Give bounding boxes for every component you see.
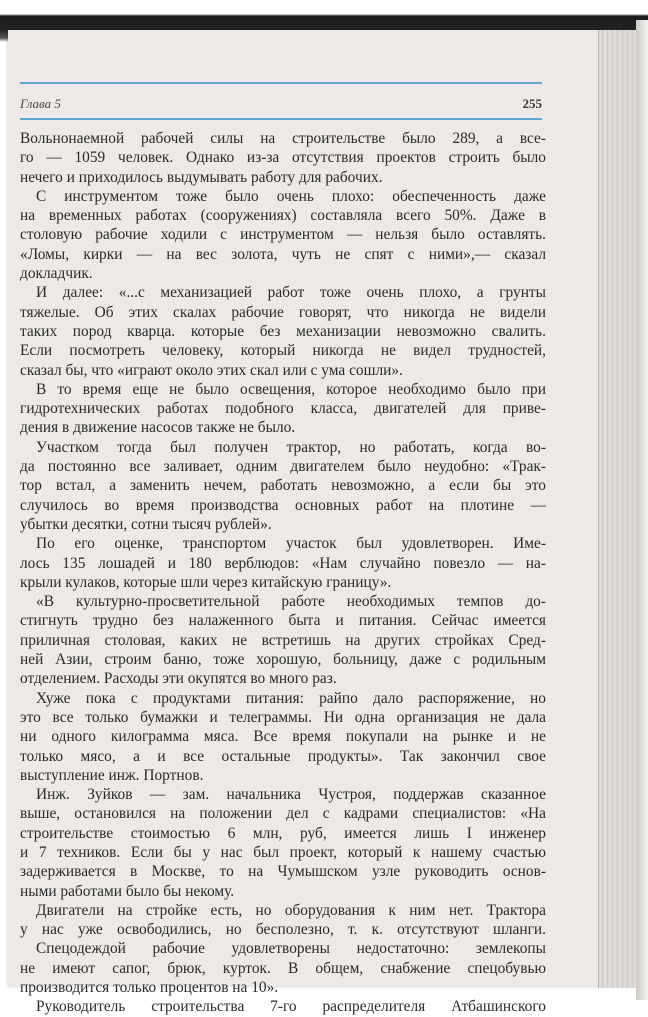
page-number: 255 [522,96,542,111]
text-line: ней Азии, строим баню, тоже хорошую, больницу, даже с родильным [20,651,546,669]
text-line: у нас уже освободились, но бесполезно, т. к. отсутствуют шланги. [20,921,546,939]
text-line: отделением. Расходы эти окупятся во много раз. [20,670,337,688]
text-line: нечего и приходилось выдумывать работу для рабочих. [20,168,383,186]
text-line: Участком тогда был получен трактор, но работать, когда во- [36,438,546,456]
text-line: дения в движение насосов также не было. [20,419,296,437]
text-line: да постоянно все заливает, одним двигателем было неудобно: «Трак- [20,458,546,476]
text-line: тяжелые. Об этих скалах рабочие говорят, что никогда не видели [20,303,546,321]
text-line: выше, остановился на положении дел с кадрами специалистов: «На [20,805,546,823]
text-line: лось 135 лошадей и 180 верблюдов: «Нам случайно повезло — на- [20,554,546,572]
text-line: Инж. Зуйков — зам. начальника Чустроя, поддержав сказанное [36,786,546,804]
text-line: В то время еще не было освещения, которое необходимо было при [36,380,546,398]
text-line: С инструментом тоже было очень плохо: обеспеченность даже [36,187,546,205]
text-line: задерживается в Москве, то на Чумышском узле руководить основ- [20,863,546,881]
chapter-label: Глава 5 [20,96,61,111]
text-line: «В культурно-просветительной работе необходимых темпов до- [36,593,546,611]
text-line: это все только бумажки и телеграммы. Ни одна организация не дала [20,708,546,726]
text-line: стигнуть трудно без налаженного быта и питания. Сейчас имеется [20,612,546,630]
text-line: приличная столовая, каких не встретишь на других стройках Сред- [20,631,546,649]
text-line: Руководитель строительства 7-го распределителя Атбашинского [36,998,546,1016]
text-line: Если посмотреть человеку, который никогда не видел трудностей, [20,342,546,360]
text-line: убытки десятки, сотни тысяч рублей». [20,515,272,533]
text-line: и 7 техников. Если бы у нас был проект, который к нашему счастью [20,843,546,861]
text-line: производится только процентов на 10». [20,979,279,997]
text-line: таких пород кварца. которые без механизации невозможно свалить. [20,322,546,340]
text-line: сказал бы, что «играют около этих скал или с ума сошли». [20,361,403,379]
text-line: Спецодеждой рабочие удовлетворены недостаточно: землекопы [36,940,546,958]
text-line: докладчик. [20,265,93,283]
text-line: тор встал, а заменить нечем, работать невозможно, а если бы это [20,477,546,495]
text-line: выступление инж. Портнов. [20,766,204,784]
body-text [20,129,546,1017]
book-cover-edge [636,20,648,1000]
text-line: на временных работах (сооружениях) составляла всего 50%. Даже в [20,207,546,225]
text-line: ни одного килограмма мяса. Все время покупали на рынке и не [20,728,546,746]
text-line: случилось во время производства основных работ на плотине — [20,496,546,514]
text-line: Двигатели на стройке есть, но оборудования к ним нет. Трактора [36,901,546,919]
text-line: только мясо, а и все остальные продукты». Так закончил свое [20,747,546,765]
text-line: крыли кулаков, которые шли через китайскую границу». [20,573,392,591]
text-line: гидротехнических работах подобного класса, двигателей для приве- [20,400,546,418]
text-line: столовую рабочие ходили с инструментом — нельзя было оставлять. [20,226,546,244]
text-line: го — 1059 человек. Однако из-за отсутствия проектов строить было [20,149,546,167]
text-line: не имеют сапог, брюк, курток. В общем, снабжение спецобувью [20,959,546,977]
text-line: Вольнонаемной рабочей силы на строительстве было 289, а все- [20,130,546,147]
header-rule-top [20,82,542,84]
text-line: ными работами было бы некому. [20,882,235,900]
text-line: строительстве стоимостью 6 млн, руб, имеется лишь I инженер [20,824,546,842]
text-line: По его оценке, транспортом участок был удовлетворен. Име- [36,535,546,553]
running-head [20,96,542,116]
text-line: «Ломы, кирки — на вес золота, чуть не спят с ними»,— сказал [20,245,546,263]
text-line: И далее: «...с механизацией работ тоже очень плохо, а грунты [36,284,546,302]
book-page-edges [598,30,639,988]
text-line: Хуже пока с продуктами питания: райпо дало распоряжение, но [36,689,546,707]
header-rule-bottom [20,118,542,120]
